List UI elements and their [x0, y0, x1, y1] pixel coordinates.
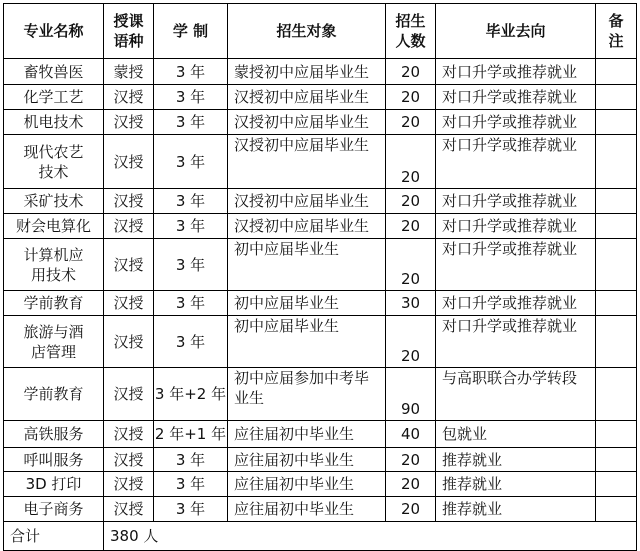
cell-remark — [596, 368, 637, 421]
table-row — [4, 189, 637, 214]
cell-major: 机电技术 — [4, 110, 104, 135]
table-row — [4, 59, 637, 85]
cell-target: 应往届初中毕业生 — [228, 472, 386, 497]
table-row — [4, 239, 637, 291]
cell-language: 汉授 — [104, 291, 154, 316]
cell-target: 蒙授初中应届毕业生 — [228, 59, 386, 85]
table-row — [4, 421, 637, 448]
table-row — [4, 448, 637, 472]
cell-language: 汉授 — [104, 239, 154, 291]
cell-target: 汉授初中应届毕业生 — [228, 135, 386, 189]
cell-duration: 3 年 — [154, 497, 228, 522]
cell-remark — [596, 448, 637, 472]
cell-duration: 3 年 — [154, 472, 228, 497]
cell-major: 畜牧兽医 — [4, 59, 104, 85]
cell-target: 初中应届毕业生 — [228, 239, 386, 291]
cell-target: 初中应届毕业生 — [228, 316, 386, 368]
cell-major: 3D 打印 — [4, 472, 104, 497]
cell-destination: 推荐就业 — [436, 472, 596, 497]
cell-language: 汉授 — [104, 368, 154, 421]
cell-remark — [596, 421, 637, 448]
cell-language: 汉授 — [104, 421, 154, 448]
table-row — [4, 472, 637, 497]
cell-major: 呼叫服务 — [4, 448, 104, 472]
total-row — [4, 522, 637, 551]
cell-major: 化学工艺 — [4, 85, 104, 110]
cell-duration: 2 年+1 年 — [154, 421, 228, 448]
cell-language: 汉授 — [104, 472, 154, 497]
cell-language: 汉授 — [104, 448, 154, 472]
table-header — [4, 4, 637, 59]
header-remark: 备 注 — [596, 4, 637, 59]
cell-remark — [596, 291, 637, 316]
header-target: 招生对象 — [228, 4, 386, 59]
cell-duration: 3 年 — [154, 214, 228, 239]
cell-target: 汉授初中应届毕业生 — [228, 189, 386, 214]
cell-major: 电子商务 — [4, 497, 104, 522]
cell-destination: 对口升学或推荐就业 — [436, 239, 596, 291]
cell-quota: 20 — [386, 472, 436, 497]
cell-destination: 与高职联合办学转段 — [436, 368, 596, 421]
total-label: 合计 — [4, 522, 104, 551]
cell-language: 蒙授 — [104, 59, 154, 85]
table-row — [4, 135, 637, 189]
header-quota: 招生 人数 — [386, 4, 436, 59]
table-row — [4, 110, 637, 135]
table-body — [4, 59, 637, 551]
table-row — [4, 291, 637, 316]
cell-remark — [596, 135, 637, 189]
header-major: 专业名称 — [4, 4, 104, 59]
header-destination: 毕业去向 — [436, 4, 596, 59]
cell-target: 应往届初中毕业生 — [228, 421, 386, 448]
cell-language: 汉授 — [104, 135, 154, 189]
cell-remark — [596, 110, 637, 135]
cell-language: 汉授 — [104, 110, 154, 135]
cell-destination: 对口升学或推荐就业 — [436, 291, 596, 316]
cell-quota: 40 — [386, 421, 436, 448]
cell-destination: 对口升学或推荐就业 — [436, 214, 596, 239]
cell-destination: 推荐就业 — [436, 448, 596, 472]
cell-quota: 20 — [386, 316, 436, 368]
cell-quota: 20 — [386, 189, 436, 214]
cell-remark — [596, 239, 637, 291]
cell-destination: 对口升学或推荐就业 — [436, 59, 596, 85]
cell-target: 应往届初中毕业生 — [228, 497, 386, 522]
cell-target: 汉授初中应届毕业生 — [228, 85, 386, 110]
cell-destination: 包就业 — [436, 421, 596, 448]
cell-quota: 20 — [386, 448, 436, 472]
cell-quota: 20 — [386, 135, 436, 189]
cell-language: 汉授 — [104, 497, 154, 522]
cell-major: 高铁服务 — [4, 421, 104, 448]
cell-language: 汉授 — [104, 189, 154, 214]
cell-major: 旅游与酒 店管理 — [4, 316, 104, 368]
cell-duration: 3 年 — [154, 85, 228, 110]
enrollment-table — [3, 3, 637, 551]
cell-major: 学前教育 — [4, 368, 104, 421]
cell-remark — [596, 214, 637, 239]
cell-duration: 3 年 — [154, 291, 228, 316]
cell-major: 财会电算化 — [4, 214, 104, 239]
cell-quota: 20 — [386, 239, 436, 291]
cell-target: 汉授初中应届毕业生 — [228, 214, 386, 239]
cell-duration: 3 年 — [154, 59, 228, 85]
cell-duration: 3 年 — [154, 316, 228, 368]
table-row — [4, 368, 637, 421]
header-language: 授课 语种 — [104, 4, 154, 59]
header-duration: 学 制 — [154, 4, 228, 59]
cell-target: 应往届初中毕业生 — [228, 448, 386, 472]
cell-destination: 对口升学或推荐就业 — [436, 189, 596, 214]
table-row — [4, 497, 637, 522]
cell-duration: 3 年 — [154, 448, 228, 472]
table-row — [4, 316, 637, 368]
cell-major: 学前教育 — [4, 291, 104, 316]
cell-quota: 20 — [386, 85, 436, 110]
total-value: 380 人 — [104, 522, 637, 551]
cell-quota: 20 — [386, 497, 436, 522]
table-row — [4, 214, 637, 239]
cell-destination: 对口升学或推荐就业 — [436, 316, 596, 368]
cell-quota: 30 — [386, 291, 436, 316]
cell-major: 计算机应 用技术 — [4, 239, 104, 291]
cell-duration: 3 年 — [154, 189, 228, 214]
cell-quota: 20 — [386, 214, 436, 239]
cell-remark — [596, 497, 637, 522]
cell-target: 初中应届参加中考毕 业生 — [228, 368, 386, 421]
cell-quota: 90 — [386, 368, 436, 421]
table-row — [4, 85, 637, 110]
cell-duration: 3 年 — [154, 110, 228, 135]
cell-duration: 3 年+2 年 — [154, 368, 228, 421]
cell-remark — [596, 59, 637, 85]
cell-destination: 对口升学或推荐就业 — [436, 85, 596, 110]
cell-language: 汉授 — [104, 85, 154, 110]
cell-destination: 对口升学或推荐就业 — [436, 135, 596, 189]
cell-remark — [596, 85, 637, 110]
cell-duration: 3 年 — [154, 135, 228, 189]
cell-language: 汉授 — [104, 214, 154, 239]
cell-quota: 20 — [386, 110, 436, 135]
cell-remark — [596, 316, 637, 368]
cell-target: 初中应届毕业生 — [228, 291, 386, 316]
cell-remark — [596, 189, 637, 214]
cell-destination: 对口升学或推荐就业 — [436, 110, 596, 135]
cell-destination: 推荐就业 — [436, 497, 596, 522]
cell-remark — [596, 472, 637, 497]
cell-language: 汉授 — [104, 316, 154, 368]
cell-major: 采矿技术 — [4, 189, 104, 214]
cell-target: 汉授初中应届毕业生 — [228, 110, 386, 135]
cell-duration: 3 年 — [154, 239, 228, 291]
cell-major: 现代农艺 技术 — [4, 135, 104, 189]
cell-quota: 20 — [386, 59, 436, 85]
